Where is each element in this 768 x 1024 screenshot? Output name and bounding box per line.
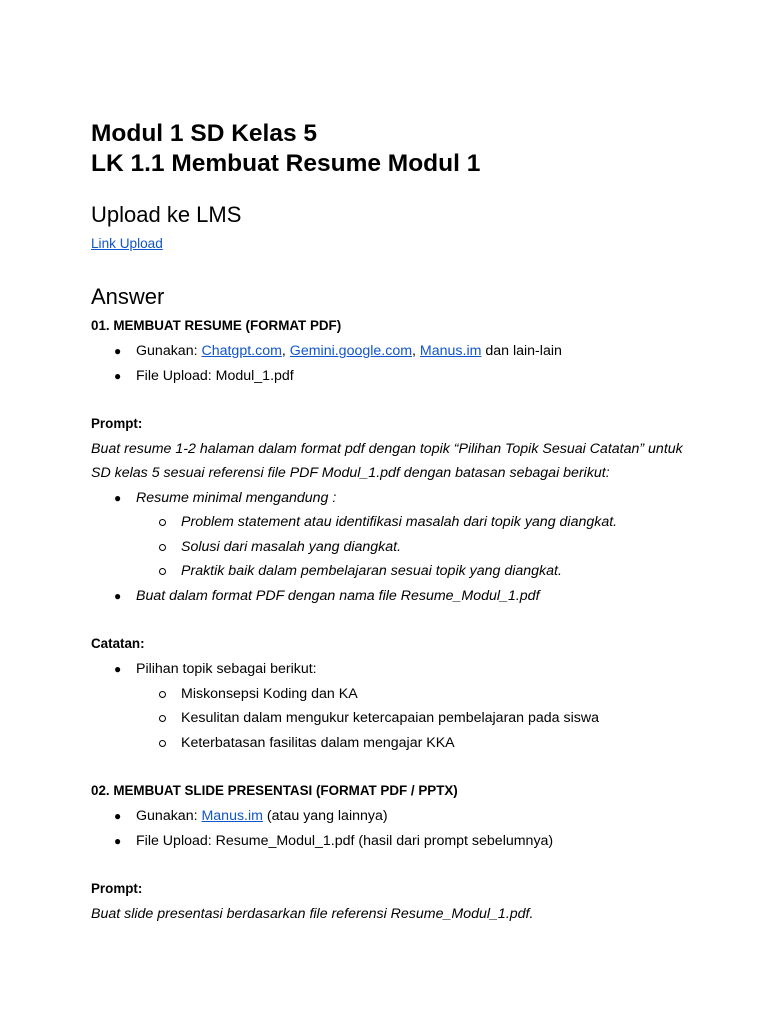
link-chatgpt[interactable]: Chatgpt.com [201, 343, 282, 359]
upload-heading: Upload ke LMS [91, 202, 242, 227]
link-manus[interactable]: Manus.im [419, 343, 482, 359]
bullet-circle [159, 740, 166, 747]
section1-title: 01. MEMBUAT RESUME (FORMAT PDF) [91, 318, 342, 333]
section1-gunakan: Gunakan: Chatgpt.com, Gemini.google.com, Manus.im dan lain-lain [136, 343, 562, 359]
bullet-circle [159, 519, 166, 526]
section2-gunakan: Gunakan: Manus.im (atau yang lainnya) [136, 808, 388, 824]
section2-title: 02. MEMBUAT SLIDE PRESENTASI (FORMAT PDF / PPTX) [91, 783, 458, 798]
requirement-intro: Resume minimal mengandung : [136, 490, 337, 506]
catatan-item: Kesulitan dalam mengukur ketercapaian pembelajaran pada siswa [181, 710, 599, 726]
bullet-dot: ● [114, 369, 122, 383]
requirement-item: Praktik baik dalam pembelajaran sesuai topik yang diangkat. [181, 563, 562, 579]
requirement-item: Problem statement atau identifikasi masalah dari topik yang diangkat. [181, 514, 618, 530]
link-upload[interactable]: Link Upload [91, 236, 163, 251]
section2-prompt-text: Buat slide presentasi berdasarkan file referensi Resume_Modul_1.pdf. [91, 906, 534, 922]
document-title-line1: Modul 1 SD Kelas 5 [91, 120, 318, 147]
document-title-line2: LK 1.1 Membuat Resume Modul 1 [91, 150, 481, 177]
section1-prompt-label: Prompt: [91, 416, 143, 431]
link-manus[interactable]: Manus.im [201, 808, 263, 824]
bullet-circle [159, 691, 166, 698]
bullet-circle [159, 715, 166, 722]
bullet-dot: ● [114, 344, 122, 358]
section1-prompt-line1: Buat resume 1-2 halaman dalam format pdf dengan topik “Pilihan Topik Sesuai Catatan” untuk [91, 441, 683, 457]
section2-prompt-label: Prompt: [91, 881, 143, 896]
bullet-dot: ● [114, 491, 122, 505]
bullet-dot: ● [114, 662, 122, 676]
bullet-dot: ● [114, 834, 122, 848]
catatan-item: Miskonsepsi Koding dan KA [181, 686, 358, 702]
section1-prompt-line2: SD kelas 5 sesuai referensi file PDF Modul_1.pdf dengan batasan sebagai berikut: [91, 465, 610, 481]
section1-file-upload: File Upload: Modul_1.pdf [136, 368, 294, 384]
catatan-intro: Pilihan topik sebagai berikut: [136, 661, 317, 677]
answer-heading: Answer [91, 284, 165, 309]
bullet-circle [159, 568, 166, 575]
requirement-item: Solusi dari masalah yang diangkat. [181, 539, 402, 555]
bullet-circle [159, 544, 166, 551]
bullet-dot: ● [114, 809, 122, 823]
bullet-dot: ● [114, 589, 122, 603]
section2-file-upload: File Upload: Resume_Modul_1.pdf (hasil dari prompt sebelumnya) [136, 833, 554, 849]
link-gemini[interactable]: Gemini.google.com [289, 343, 413, 359]
format-item: Buat dalam format PDF dengan nama file Resume_Modul_1.pdf [136, 588, 540, 604]
catatan-label: Catatan: [91, 636, 145, 651]
catatan-item: Keterbatasan fasilitas dalam mengajar KKA [181, 735, 455, 751]
